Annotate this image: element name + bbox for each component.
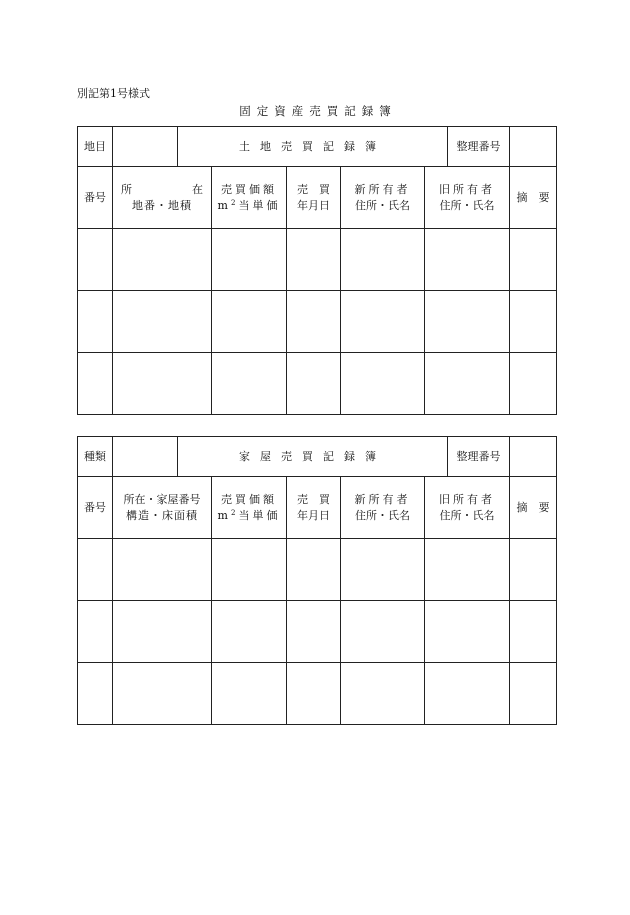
land-cell-price[interactable] bbox=[212, 229, 287, 291]
land-cell-new-owner[interactable] bbox=[341, 353, 425, 415]
house-header-location-line1: 所在・家屋番号 bbox=[123, 492, 201, 506]
house-header-location bbox=[113, 477, 212, 539]
land-cell-number[interactable] bbox=[78, 229, 113, 291]
house-cell-price[interactable] bbox=[212, 539, 287, 601]
land-header-date bbox=[287, 167, 341, 229]
land-cell-date[interactable] bbox=[287, 229, 341, 291]
land-header-price-sup: 2 bbox=[230, 198, 239, 207]
house-header-price-unit: m bbox=[217, 508, 231, 522]
house-header-date bbox=[287, 477, 341, 539]
land-serial-input[interactable] bbox=[510, 127, 557, 167]
house-serial-label: 整理番号 bbox=[448, 437, 510, 477]
land-cell-remarks[interactable] bbox=[510, 229, 557, 291]
house-cell-old-owner[interactable] bbox=[425, 539, 510, 601]
house-cell-old-owner[interactable] bbox=[425, 601, 510, 663]
house-header-number: 番号 bbox=[78, 477, 113, 539]
land-ledger-table bbox=[77, 126, 557, 415]
land-cell-old-owner[interactable] bbox=[425, 229, 510, 291]
land-ledger-title: 土地売買記録簿 bbox=[178, 127, 448, 167]
house-header-new-owner-line1: 新所有者 bbox=[354, 492, 411, 506]
land-cell-number[interactable] bbox=[78, 291, 113, 353]
land-header-old-owner-line1: 旧所有者 bbox=[439, 182, 496, 196]
land-cell-price[interactable] bbox=[212, 353, 287, 415]
house-serial-input[interactable] bbox=[510, 437, 557, 477]
land-category-input[interactable] bbox=[113, 127, 178, 167]
land-cell-price[interactable] bbox=[212, 291, 287, 353]
house-ledger-table bbox=[77, 436, 557, 725]
house-cell-price[interactable] bbox=[212, 663, 287, 725]
house-header-old-owner-line1: 旧所有者 bbox=[439, 492, 496, 506]
house-header-price-line1: 売買価額 bbox=[221, 492, 277, 506]
land-header-location bbox=[113, 167, 212, 229]
land-header-old-owner bbox=[425, 167, 510, 229]
house-header-price-rest: 当単価 bbox=[238, 508, 281, 522]
house-header-new-owner-line2: 住所・氏名 bbox=[355, 508, 410, 522]
house-cell-remarks[interactable] bbox=[510, 601, 557, 663]
house-title-row bbox=[78, 437, 557, 477]
house-header-row bbox=[78, 477, 557, 539]
land-header-new-owner-line1: 新所有者 bbox=[354, 182, 411, 196]
land-cell-number[interactable] bbox=[78, 353, 113, 415]
land-header-date-line2: 年月日 bbox=[297, 198, 330, 212]
house-cell-date[interactable] bbox=[287, 601, 341, 663]
land-header-new-owner-line2: 住所・氏名 bbox=[355, 198, 410, 212]
house-data-row bbox=[78, 601, 557, 663]
house-cell-new-owner[interactable] bbox=[341, 601, 425, 663]
land-category-label: 地目 bbox=[78, 127, 113, 167]
land-data-row bbox=[78, 291, 557, 353]
house-header-old-owner bbox=[425, 477, 510, 539]
house-cell-remarks[interactable] bbox=[510, 539, 557, 601]
house-header-price bbox=[212, 477, 287, 539]
house-cell-date[interactable] bbox=[287, 539, 341, 601]
land-serial-label: 整理番号 bbox=[448, 127, 510, 167]
house-ledger-title: 家屋売買記録簿 bbox=[178, 437, 448, 477]
house-cell-location[interactable] bbox=[113, 601, 212, 663]
house-header-price-line2 bbox=[212, 508, 286, 524]
house-header-new-owner bbox=[341, 477, 425, 539]
land-header-price-rest: 当単価 bbox=[238, 198, 281, 212]
land-cell-new-owner[interactable] bbox=[341, 291, 425, 353]
house-cell-number[interactable] bbox=[78, 539, 113, 601]
document-title: 固定資産売買記録簿 bbox=[239, 104, 397, 118]
land-header-price-line2 bbox=[212, 198, 286, 214]
land-cell-remarks[interactable] bbox=[510, 353, 557, 415]
land-header-location-a: 所 bbox=[121, 182, 132, 196]
land-cell-location[interactable] bbox=[113, 353, 212, 415]
form-label: 別記第1号様式 bbox=[77, 87, 150, 100]
land-header-row bbox=[78, 167, 557, 229]
house-header-old-owner-line2: 住所・氏名 bbox=[439, 508, 495, 522]
land-cell-location[interactable] bbox=[113, 229, 212, 291]
house-data-row bbox=[78, 539, 557, 601]
land-header-remarks: 摘 要 bbox=[510, 167, 557, 229]
land-data-row bbox=[78, 229, 557, 291]
house-header-price-sup: 2 bbox=[230, 508, 239, 517]
land-header-location-b: 在 bbox=[192, 182, 203, 196]
land-cell-remarks[interactable] bbox=[510, 291, 557, 353]
land-cell-date[interactable] bbox=[287, 291, 341, 353]
house-header-date-line1: 売 買 bbox=[297, 492, 330, 506]
land-title-row bbox=[78, 127, 557, 167]
land-header-old-owner-line2: 住所・氏名 bbox=[439, 198, 495, 212]
land-cell-date[interactable] bbox=[287, 353, 341, 415]
land-header-price-line1: 売買価額 bbox=[221, 182, 277, 196]
house-cell-remarks[interactable] bbox=[510, 663, 557, 725]
land-header-number: 番号 bbox=[78, 167, 113, 229]
house-cell-location[interactable] bbox=[113, 539, 212, 601]
house-header-date-line2: 年月日 bbox=[297, 508, 330, 522]
land-cell-location[interactable] bbox=[113, 291, 212, 353]
house-cell-old-owner[interactable] bbox=[425, 663, 510, 725]
house-category-input[interactable] bbox=[113, 437, 178, 477]
house-data-row bbox=[78, 663, 557, 725]
land-cell-old-owner[interactable] bbox=[425, 291, 510, 353]
land-cell-old-owner[interactable] bbox=[425, 353, 510, 415]
house-category-label: 種類 bbox=[78, 437, 113, 477]
house-header-remarks: 摘 要 bbox=[510, 477, 557, 539]
house-cell-new-owner[interactable] bbox=[341, 663, 425, 725]
house-cell-number[interactable] bbox=[78, 601, 113, 663]
land-header-price bbox=[212, 167, 287, 229]
land-header-new-owner bbox=[341, 167, 425, 229]
land-header-price-unit: m bbox=[217, 198, 231, 212]
house-cell-number[interactable] bbox=[78, 663, 113, 725]
land-header-date-line1: 売 買 bbox=[297, 182, 330, 196]
land-cell-new-owner[interactable] bbox=[341, 229, 425, 291]
house-cell-price[interactable] bbox=[212, 601, 287, 663]
house-cell-date[interactable] bbox=[287, 663, 341, 725]
house-header-location-line2: 構造・床面積 bbox=[126, 508, 198, 522]
house-cell-new-owner[interactable] bbox=[341, 539, 425, 601]
house-cell-location[interactable] bbox=[113, 663, 212, 725]
land-header-location-line2: 地番・地積 bbox=[132, 198, 192, 212]
land-data-row bbox=[78, 353, 557, 415]
